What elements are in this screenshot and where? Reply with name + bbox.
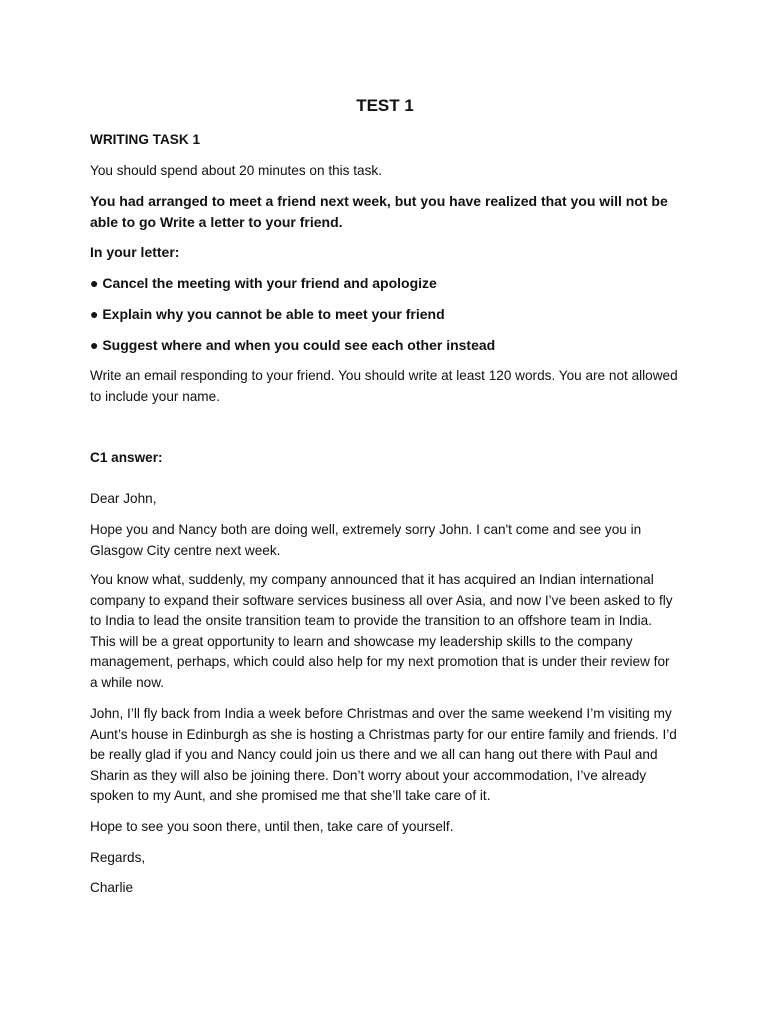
bullet-item: ● Cancel the meeting with your friend and apologize — [90, 275, 437, 291]
bullet-item: ● Suggest where and when you could see each other instead — [90, 337, 496, 353]
bullet-item: ● Explain why you cannot be able to meet your friend — [90, 306, 445, 322]
writing-instructions: Write an email responding to your friend. You should write at least 120 words. You are not allowed to include your name. — [90, 368, 678, 404]
letter-paragraph: John, I’ll fly back from India a week before Christmas and over the same weekend I’m visiting my Aunt’s house in Edinburgh as she is hosting a Christmas party for our entire family and friends. I’d be really glad if you and Nancy could join us there and we all can hang out there with Paul and Sharin as they will also be joining there. Don’t worry about your accommodation, I’ve already spoken to my Aunt, and she promised me that she’ll take care of it. — [90, 706, 677, 803]
letter-closing: Regards, — [90, 850, 146, 865]
answer-heading: C1 answer: — [90, 450, 163, 465]
letter-salutation: Dear John, — [90, 491, 157, 506]
letter-signature: Charlie — [90, 880, 134, 895]
letter-paragraph: Hope to see you soon there, until then, take care of yourself. — [90, 819, 454, 834]
letter-paragraph: Hope you and Nancy both are doing well, extremely sorry John. I can't come and see you in Glasgow City centre next week. — [90, 522, 642, 558]
page-title: TEST 1 — [356, 96, 414, 115]
letter-paragraph: You know what, suddenly, my company announced that it has acquired an Indian international company to expand their software services business all over Asia, and now I’ve been asked to fly to India to lead the onsite transition team to provide the transition to an offshore team in India. This will be a great opportunity to learn and showcase my leadership skills to the company management, perhaps, which could also help for my next promotion that is under their review for a while now. — [90, 572, 673, 690]
time-instruction: You should spend about 20 minutes on this task. — [90, 163, 382, 178]
task-heading: WRITING TASK 1 — [90, 132, 201, 147]
letter-intro: In your letter: — [90, 244, 180, 260]
task-prompt: You had arranged to meet a friend next week, but you have realized that you will not be able to go Write a letter to your friend. — [90, 193, 668, 230]
